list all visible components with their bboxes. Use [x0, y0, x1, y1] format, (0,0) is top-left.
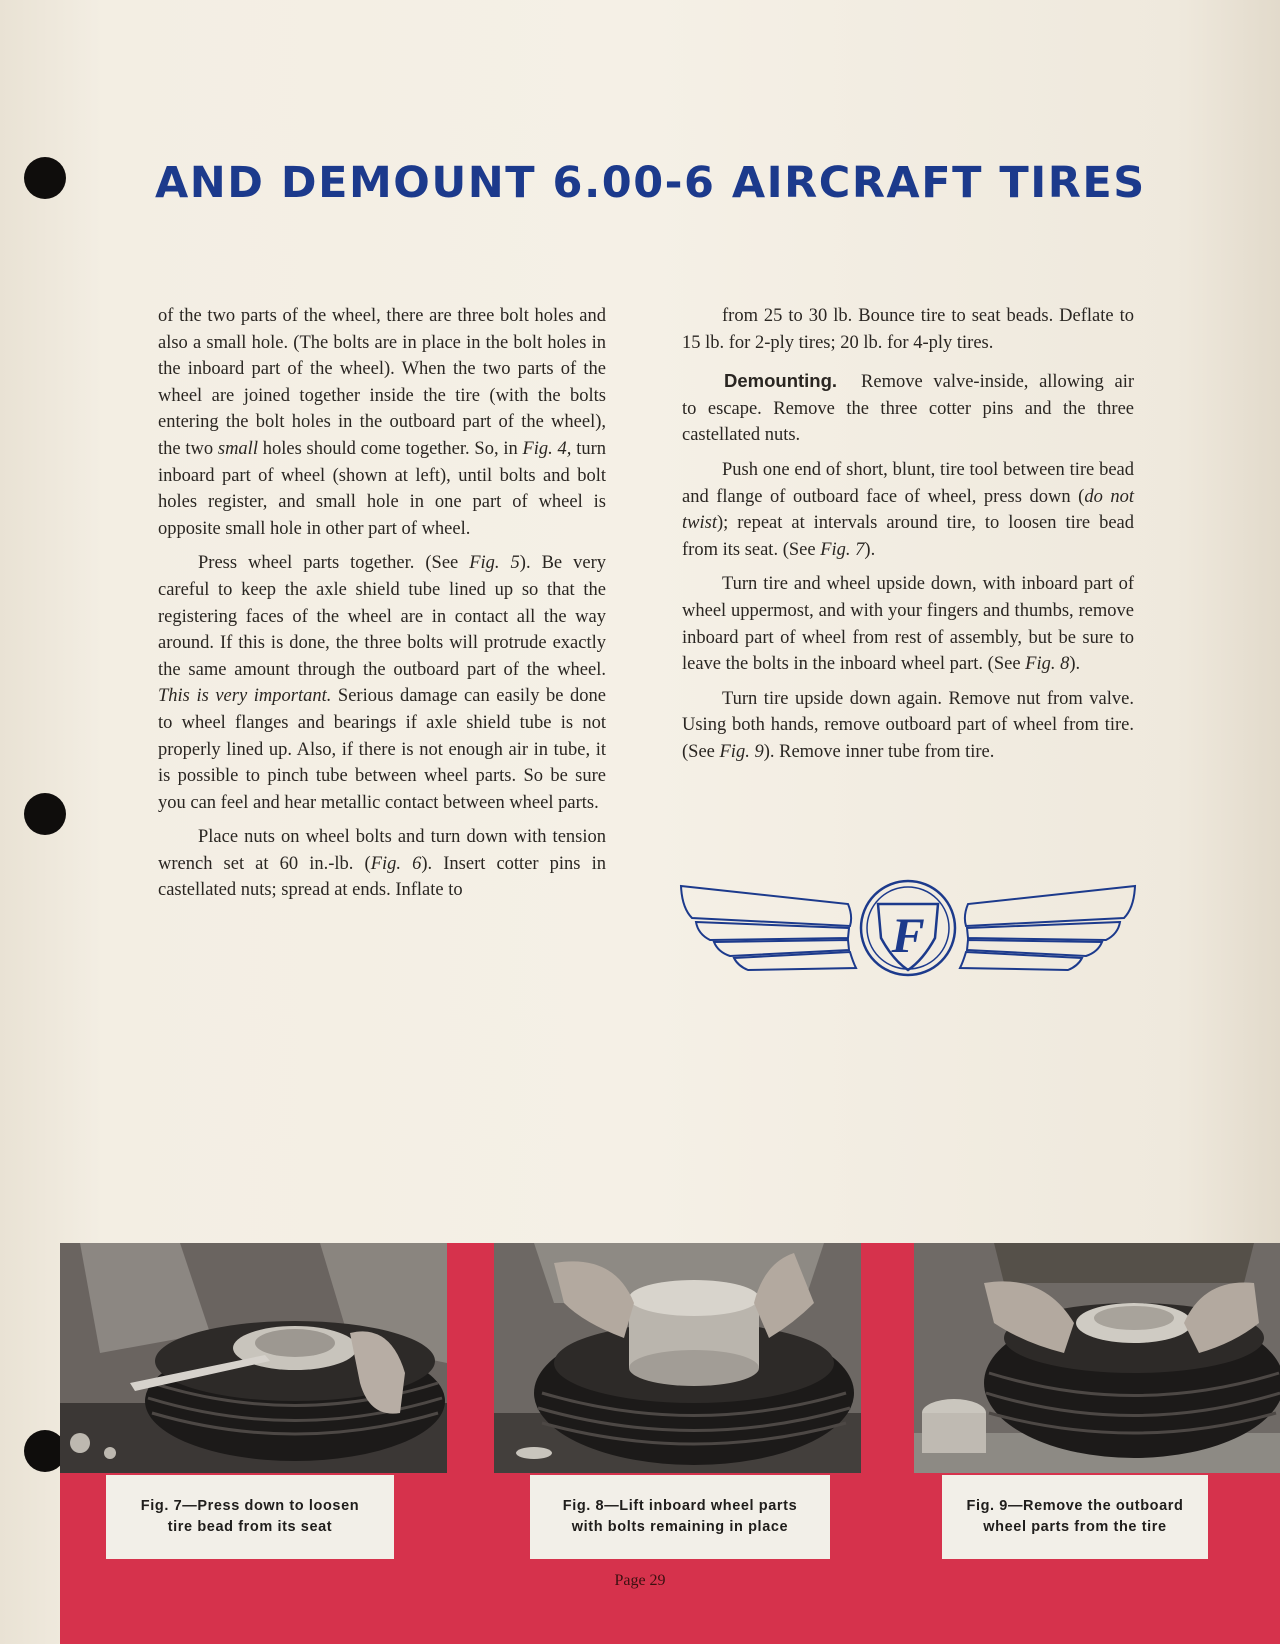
page-number: Page 29	[614, 1572, 666, 1589]
paragraph-turn-upside-down	[682, 571, 1134, 677]
figure-8-caption	[530, 1475, 830, 1559]
text-run: ). Be very careful to keep the axle shield tube lined up so that the registering faces of the wheel are in contact all the way around. If this is done, the three bolts will protrude exactly the same amount through the outboard part of the wheel.	[158, 553, 606, 680]
paragraph-inflate: from 25 to 30 lb. Bounce tire to seat beads. Deflate to 15 lb. for 2-ply tires; 20 lb. for 4-ply tires.	[682, 306, 1134, 353]
left-column	[158, 303, 606, 912]
paragraph-push-tool	[682, 457, 1134, 563]
figure-7-caption	[106, 1475, 394, 1559]
text-run: ).	[1069, 654, 1081, 675]
text-run: ); repeat at intervals around tire, to loosen tire bead from its seat. (See	[682, 513, 1134, 560]
text-run: Turn tire and wheel upside down, with inboard part of wheel uppermost, and with your fingers and thumbs, remove inboard part of wheel from rest of assembly, but be sure to leave the bolts in the inboard wheel part. (See	[682, 574, 1134, 675]
text-run: Place nuts on wheel bolts and turn down with tension wrench set at 60 in.-lb. (	[158, 827, 606, 874]
text-run: turn inboard part of wheel (shown at left), until bolts and bolt holes register, and small hole in one part of wheel is opposite small hole in other part of wheel.	[158, 438, 606, 539]
text-run: of the two parts of the wheel, there are three bolt holes and also a small hole. (The bolts are in place in the bolt holes in the inboard part of the wheel). When the two parts of the wheel are joined together inside the tire (with the bolts entering the bolt holes in the outboard part of the wheel), the two	[158, 306, 606, 459]
figure-8-photo	[494, 1243, 861, 1473]
caption-text	[966, 1496, 1183, 1538]
caption-line: with bolts remaining in place	[571, 1519, 789, 1535]
caption-text	[563, 1496, 798, 1538]
page-title: AND DEMOUNT 6.00-6 AIRCRAFT TIRES	[155, 158, 1146, 208]
figure-reference: Fig. 9	[719, 741, 764, 762]
figure-9-caption	[942, 1475, 1208, 1559]
logo-letter: F	[891, 907, 925, 963]
figure-9-photo	[914, 1243, 1280, 1473]
text-run: Push one end of short, blunt, tire tool between tire bead and flange of outboard face of wheel, press down (	[682, 459, 1134, 507]
caption-line: wheel parts from the tire	[983, 1519, 1167, 1535]
text-run: Remove valve-inside, allowing air to escape. Remove the three cotter pins and the three castellated nuts.	[682, 372, 1134, 446]
paragraph-place-nuts	[158, 824, 606, 904]
text-run: ).	[864, 539, 876, 560]
caption-text	[141, 1496, 359, 1538]
text-run: Press wheel parts together. (See	[198, 553, 470, 574]
text-run: Turn tire upside down again. Remove nut from valve. Using both hands, remove outboard part of wheel from tire. (See	[682, 688, 1134, 762]
section-heading-demounting: Demounting.	[724, 370, 838, 392]
text-run: holes should come together. So, in	[257, 438, 523, 459]
figure-reference: Fig. 6	[370, 853, 422, 874]
winged-f-logo	[678, 878, 1138, 980]
figure-reference: Fig. 5	[469, 553, 520, 574]
paragraph-bolt-holes	[158, 303, 606, 542]
punch-hole-top	[24, 157, 66, 199]
emphasis-small: small	[217, 438, 258, 459]
figure-reference: Fig. 4,	[522, 438, 572, 459]
emphasis-do-not-twist: do not twist	[682, 486, 1134, 534]
text-run: ). Insert cotter pins in castellated nuts; spread at ends. Inflate to	[158, 853, 606, 901]
paragraph-demounting	[682, 368, 1134, 449]
figure-reference: Fig. 8	[1025, 654, 1070, 675]
paragraph-press-parts	[158, 550, 606, 816]
paragraph-remove-outboard	[682, 686, 1134, 766]
text-run: Serious damage can easily be done to wheel flanges and bearings if axle shield tube is not properly lined up. Also, if there is not enough air in tube, it is possible to pinch tube between wheel parts. So be sure you can feel and hear metallic contact between wheel parts.	[158, 686, 606, 813]
caption-line: Fig. 7—Press down to loosen	[140, 1498, 360, 1514]
punch-hole-middle	[24, 793, 66, 835]
caption-line: Fig. 8—Lift inboard wheel parts	[562, 1498, 798, 1514]
caption-line: tire bead from its seat	[167, 1519, 333, 1535]
figure-reference: Fig. 7	[820, 539, 865, 560]
figure-7-photo	[60, 1243, 447, 1473]
caption-line: Fig. 9—Remove the outboard	[966, 1498, 1184, 1514]
right-column	[682, 303, 1134, 774]
text-run: ). Remove inner tube from tire.	[763, 741, 995, 762]
emphasis-important: This is very important.	[158, 686, 332, 707]
